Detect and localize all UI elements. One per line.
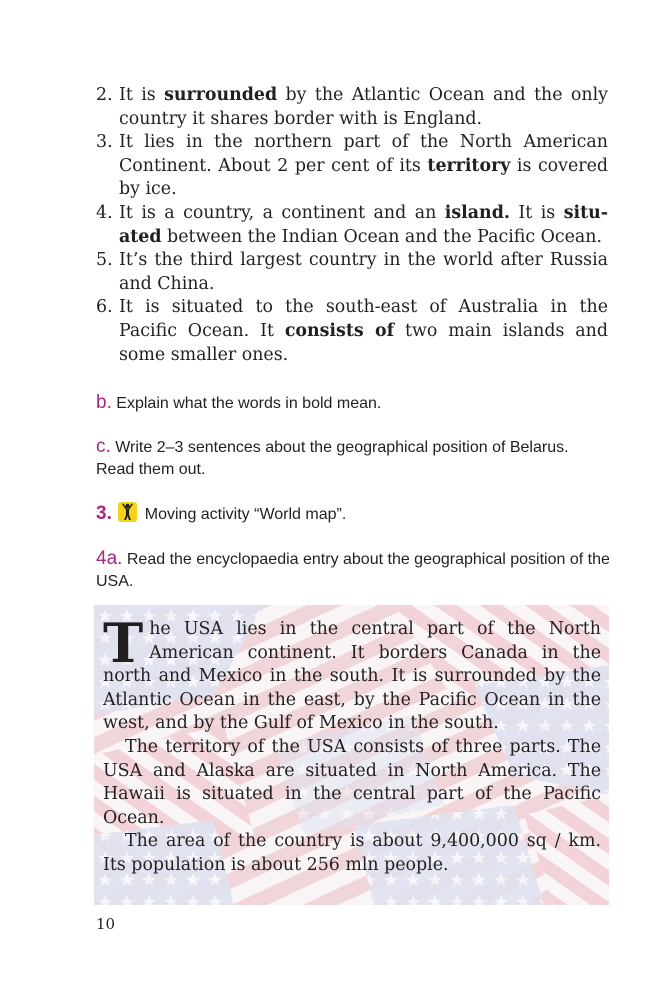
list-item-number: 5. — [96, 250, 113, 271]
encyclopaedia-entry-box — [94, 605, 609, 905]
list-item — [96, 202, 608, 249]
list-item-text — [119, 249, 608, 296]
task-b — [96, 392, 611, 415]
bold-term: territory — [427, 155, 511, 176]
list-item-number: 4. — [96, 202, 113, 223]
drop-cap: T — [103, 611, 144, 675]
list-item — [96, 84, 608, 131]
text-run: It is situated to the south-east of Australia in the Pacific Ocean. It — [119, 297, 608, 341]
task-label-b: b. — [96, 392, 112, 413]
moving-activity-icon — [118, 502, 137, 522]
bold-term: surrounded — [164, 85, 278, 105]
bold-term: situated — [119, 202, 608, 247]
list-item-text — [119, 84, 608, 131]
page-number: 10 — [96, 915, 116, 933]
numbered-list — [96, 84, 608, 367]
entry-paragraph-1-text: he USA lies in the central part of the North American continent. It borders Canada in the north and Mexico in the south. It is surrounded by the Atlantic Ocean in the east, by the Pacific Ocean in the west, and by the Gulf of Mexico in the south. — [103, 619, 601, 734]
task-3 — [96, 502, 611, 526]
entry-paragraph-2: The territory of the USA consists of three parts. The USA and Alaska are situated in North America. The Hawaii is situated in the central part of the Pacific Ocean. — [103, 736, 601, 828]
encyclopaedia-entry-text — [103, 611, 601, 878]
text-run: two main islands and some smaller ones. — [119, 320, 609, 365]
list-item-number: 3. — [96, 132, 113, 153]
text-run: by the Atlantic Ocean and the only country it shares border with is England. — [119, 85, 608, 129]
text-run: between the Indian Ocean and the Pacific Ocean. — [161, 226, 603, 247]
list-item — [96, 131, 608, 202]
task-4a — [96, 548, 611, 593]
task-label-4a: 4a. — [96, 548, 123, 569]
text-run: It is — [119, 85, 165, 105]
text-run: It lies in the northern part of the North American Continent. About 2 per cent of its — [119, 132, 608, 176]
text-run: It’s the third largest country in the world after Russia and China. — [119, 250, 608, 294]
list-item-number: 6. — [96, 297, 113, 318]
task-label-c: c. — [96, 436, 111, 457]
text-run: is covered by ice. — [119, 155, 609, 200]
list-item-text — [119, 202, 608, 249]
list-item-text — [119, 131, 608, 202]
task-text-4a: Read the encyclopaedia entry about the geographical position of the USA. — [96, 551, 610, 590]
text-run: It is a country, a continent and an — [119, 202, 445, 223]
task-c — [96, 436, 611, 481]
list-item-number: 2. — [96, 85, 113, 105]
list-item — [96, 296, 608, 367]
list-item-text — [119, 296, 608, 367]
task-label-3: 3. — [96, 503, 112, 524]
bold-term: consists of — [284, 320, 395, 341]
list-item — [96, 249, 608, 296]
task-text-c: Write 2–3 sentences about the geographical position of Belarus. Read them out. — [96, 439, 569, 478]
entry-paragraph-3: The area of the country is about 9,400,000 sq / km. Its population is about 256 mln people. — [103, 831, 601, 875]
text-run: It is — [509, 202, 564, 223]
task-text-3: Moving activity “World map”. — [140, 506, 347, 523]
entry-paragraph-1 — [103, 611, 601, 736]
bold-term: island. — [444, 202, 510, 223]
task-text-b: Explain what the words in bold mean. — [111, 395, 382, 412]
